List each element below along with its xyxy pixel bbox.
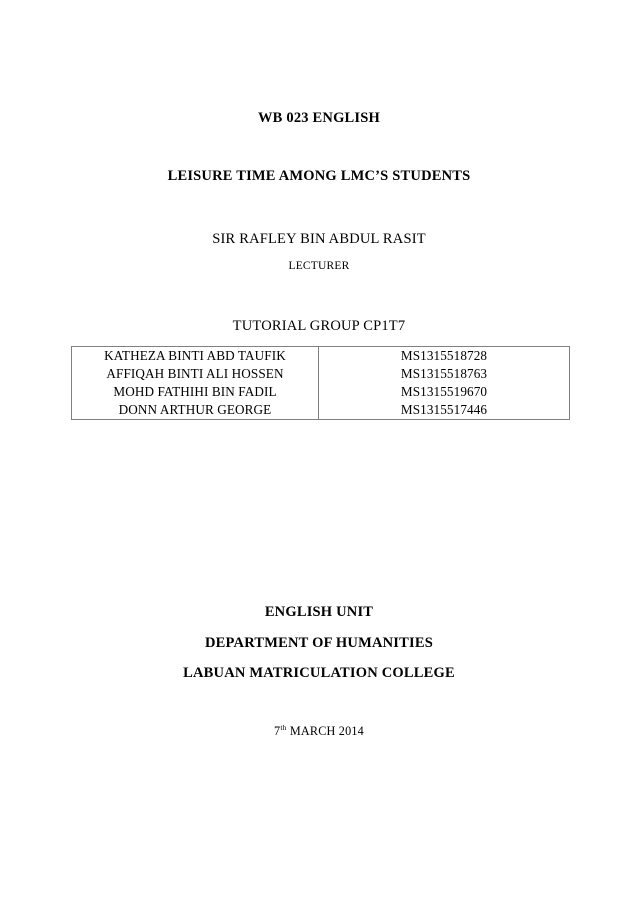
course-code-heading: WB 023 ENGLISH	[257, 110, 381, 126]
table-row	[72, 401, 570, 420]
table-row	[72, 383, 570, 401]
members-table-body	[72, 347, 570, 420]
institution-unit: ENGLISH UNIT	[264, 604, 374, 620]
date-day: 7	[274, 724, 281, 738]
institution-department: DEPARTMENT OF HUMANITIES	[205, 635, 433, 651]
member-name-cell: DONN ARTHUR GEORGE	[72, 401, 319, 420]
lecturer-name: SIR RAFLEY BIN ABDUL RASIT	[212, 231, 426, 247]
member-id-cell: MS1315517446	[319, 401, 570, 420]
group-members-table	[71, 346, 570, 420]
lecturer-role-label: LECTURER	[288, 260, 350, 272]
member-id-cell: MS1315519670	[319, 383, 570, 401]
report-title-heading: LEISURE TIME AMONG LMC’S STUDENTS	[167, 168, 471, 184]
submission-date	[0, 724, 638, 738]
member-name-cell: MOHD FATHIHI BIN FADIL	[72, 383, 319, 401]
member-id-cell: MS1315518763	[319, 365, 570, 383]
tutorial-group-heading: TUTORIAL GROUP CP1T7	[232, 318, 406, 334]
table-row	[72, 347, 570, 366]
date-ordinal-suffix: th	[280, 722, 287, 732]
member-name-cell: AFFIQAH BINTI ALI HOSSEN	[72, 365, 319, 383]
institution-college: LABUAN MATRICULATION COLLEGE	[183, 665, 455, 681]
member-id-cell: MS1315518728	[319, 347, 570, 366]
table-row	[72, 365, 570, 383]
member-name-cell: KATHEZA BINTI ABD TAUFIK	[72, 347, 319, 366]
date-month-year: MARCH 2014	[286, 724, 364, 738]
